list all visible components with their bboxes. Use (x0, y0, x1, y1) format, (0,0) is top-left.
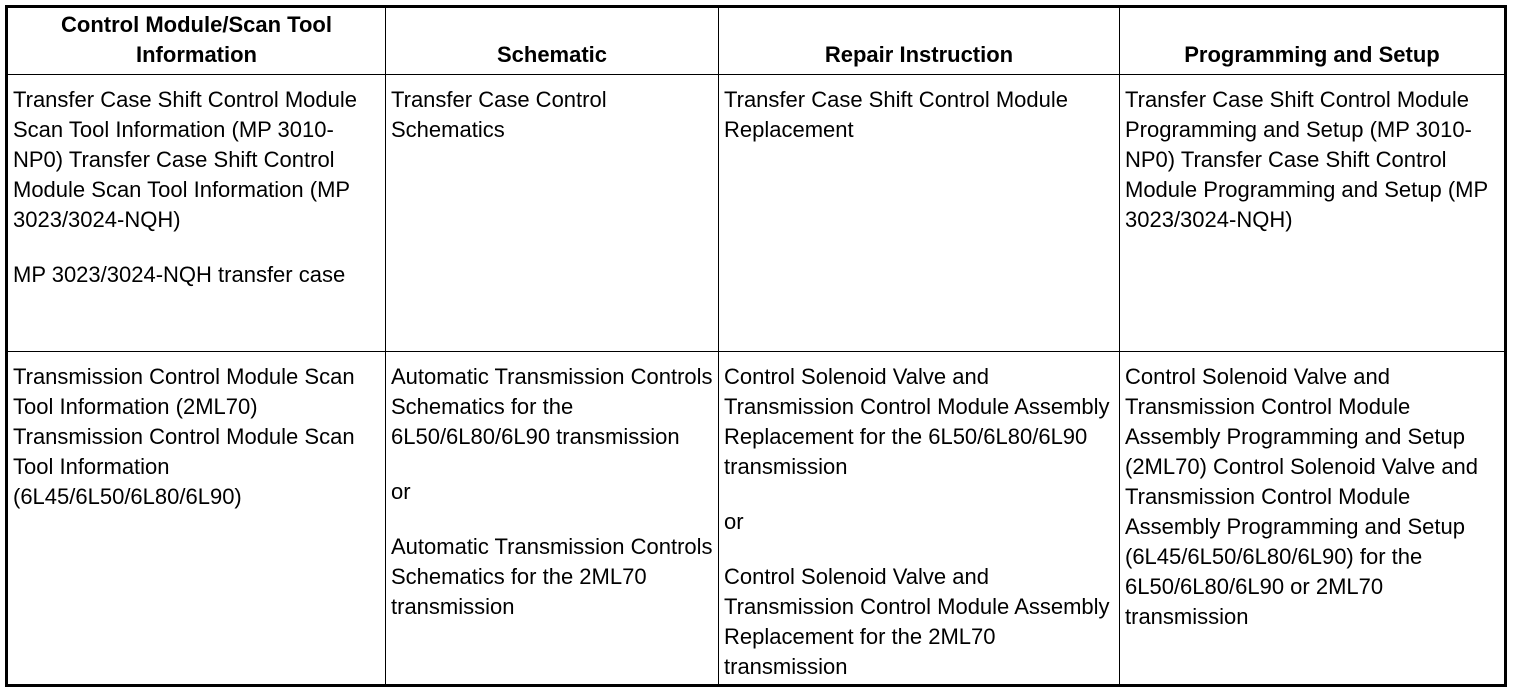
programming-cell (1120, 352, 1506, 686)
scan-tool-cell (7, 75, 386, 352)
cell-text: Control Solenoid Valve and Transmission Control Module Assembly Replacement for the 6L50/6L80/6L90 transmission (724, 364, 1110, 479)
cell-note: MP 3023/3024-NQH transfer case (13, 262, 346, 287)
cell-or: or (724, 509, 744, 534)
repair-cell (719, 75, 1120, 352)
cell-text: Transfer Case Shift Control Module Replacement (724, 87, 1068, 142)
cell-text: Transfer Case Control Schematics (391, 87, 607, 142)
schematic-cell (386, 352, 719, 686)
header-programming-setup: Programming and Setup (1120, 7, 1506, 75)
header-scan-tool-info: Control Module/Scan Tool Information (7, 7, 386, 75)
schematic-cell (386, 75, 719, 352)
table-row (7, 352, 1506, 686)
header-row (7, 7, 1506, 75)
cell-text: Transfer Case Shift Control Module Scan Tool Information (MP 3010-NP0) Transfer Case Shift Control Module Scan Tool Information (MP 3023/3024-NQH) (13, 87, 357, 232)
header-repair-instruction: Repair Instruction (719, 7, 1120, 75)
cell-text: Transfer Case Shift Control Module Programming and Setup (MP 3010-NP0) Transfer Case Shift Control Module Programming and Setup (MP 3023/3024-NQH) (1125, 87, 1488, 232)
header-schematic: Schematic (386, 7, 719, 75)
scan-tool-cell (7, 352, 386, 686)
programming-cell (1120, 75, 1506, 352)
table-row (7, 75, 1506, 352)
cell-text: Control Solenoid Valve and Transmission Control Module Assembly Programming and Setup (2ML70) Control Solenoid Valve and Transmission Control Module Assembly Programming and Setup (6L45/6L50/6L80/6L90) for the 6L50/6L80/6L90 or 2ML70 transmission (1125, 364, 1479, 629)
repair-cell (719, 352, 1120, 686)
cell-text: Automatic Transmission Controls Schematics for the 6L50/6L80/6L90 transmission (391, 364, 713, 449)
cell-text: Transmission Control Module Scan Tool Information (2ML70) Transmission Control Module Scan Tool Information (6L45/6L50/6L80/6L90) (13, 364, 355, 509)
module-info-table (5, 5, 1507, 687)
cell-text: Automatic Transmission Controls Schematics for the 2ML70 transmission (391, 534, 713, 619)
cell-or: or (391, 479, 411, 504)
cell-text: Control Solenoid Valve and Transmission Control Module Assembly Replacement for the 2ML70 transmission (724, 564, 1110, 679)
